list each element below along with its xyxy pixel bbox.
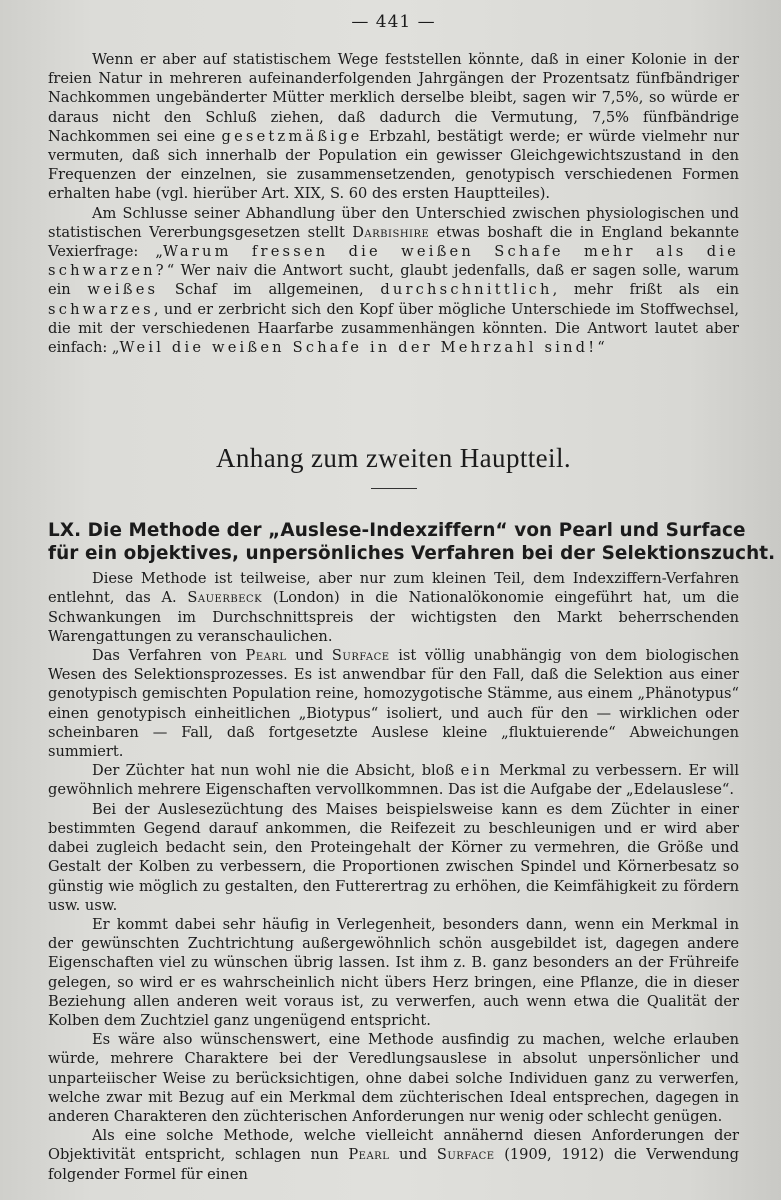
paragraph [48,646,739,761]
author-name: Surface [436,1146,495,1164]
text-run: Bei der Auslesezüchtung des Maises beispielsweise kann es dem Züchter in einer bestimmten Gegend darauf ankommen, die Reifezeit zu beschleunigen und er wird aber dabei zugleich bedacht sein, den Proteingehalt der Körner zu vermehren, die Größe und Gestalt der Kolben zu verbessern, die Proportionen zwischen Spindel und Körnerbesatz so günstig wie möglich zu gestalten, den Futterertrag zu erhöhen, die Keimfähigkeit zu fördern usw. usw. [48,800,739,914]
text-run: Als eine solche Methode, welche vielleicht annähernd diesen Anforderungen der Objektivität entspricht, schlagen nun [48,1127,739,1164]
text-run: “ [597,339,605,357]
paragraph [48,915,739,1030]
text-run: (London) in die Nationalökonomie eingeführt hat, um die Schwankungen im Durchschnittspreis der wichtigsten den Markt beherrschenden Warengattungen zu veranschaulichen. [48,589,739,645]
paragraph [48,1030,739,1126]
text-run: Schaf im allgemeinen, [158,281,381,299]
section-heading-line-2: für ein objektives, unpersönliches Verfahren bei der Selektionszucht. [48,543,776,565]
text-run: , mehr frißt als ein [552,281,739,299]
author-name: Surface [331,647,390,665]
author-name: Sauerbeck [187,589,263,607]
page-number: — 441 — [351,12,436,32]
emphasized-text: schwarzes [48,300,154,318]
text-run: Er kommt dabei sehr häufig in Verlegenheit, besonders dann, wenn ein Merkmal in der gewünschten Zuchtrichtung außergewöhnlich schön ausgebildet ist, dagegen andere Eigenschaften viel zu wünschen übrig lassen. Ist ihm z. B. ganz besonders an der Frühreife gelegen, so wird er es wahrscheinlich nicht übers Herz bringen, eine Pflanze, die in dieser Beziehung allen anderen weit voraus ist, zu verwerfen, auch wenn etwa die Qualität der Kolben dem Zuchtziel ganz ungenügend entspricht. [48,915,739,1029]
emphasized-text: gesetzmäßige [221,127,363,145]
text-run: und [389,1146,437,1164]
text-run: und [286,647,332,665]
emphasized-text: ein [460,762,493,780]
text-run: Der Züchter hat nun wohl nie die Absicht, bloß [92,762,461,780]
text-run: etwas boshaft die in England bekannte Vexierfrage: „ [48,223,739,261]
author-name: Pearl [348,1146,390,1164]
text-run: Erbzahl, bestätigt werde; er würde vielmehr nur vermuten, daß sich innerhalb der Population ein gewisser Gleichgewichtszustand in den Frequenzen der einzelnen, sie zusammensetzenden, genotypisch verschiedenen Formen erhalten habe (vgl. hierüber Art. XIX, S. 60 des ersten Hauptteiles). [48,127,740,203]
paragraph [48,569,739,646]
text-run: Wenn er aber auf statistischem Wege feststellen könnte, daß in einer Kolonie in der freien Natur in mehreren aufeinanderfolgenden Jahrgängen der Prozentsatz fünfbändriger Nachkommen ungebänderter Mütter merklich derselbe bleibt, sagen wir 7,5%, so würde er daraus nicht den Schluß ziehen, daß dadurch die Vermutung, 7,5% fünfbändrige Nachkommen sei eine [48,51,739,145]
text-run: , und er zerbricht sich den Kopf über mögliche Unterschiede im Stoffwechsel, die mit der verschiedenen Haarfarbe zusammenhängen könnten. Die Antwort lautet aber einfach: „ [48,300,739,357]
text-run: “ Wer naiv die Antwort sucht, glaubt jedenfalls, daß er sagen solle, warum ein [48,262,739,299]
text-run: Das Verfahren von [92,647,246,665]
emphasized-text: weißes [87,281,159,299]
appendix-title: Anhang zum zweiten Hauptteil. [216,443,571,474]
paragraph [48,50,739,204]
emphasized-text: Weil die weißen Schafe in der Mehrzahl sind! [119,339,598,357]
paragraph [48,1126,739,1184]
author-name: Darbishire [352,223,430,241]
text-run: ist völlig unabhängig von dem biologischen Wesen des Selektionsprozesses. Es ist anwendbar für den Fall, daß die Selektion aus einer genotypisch gemischten Population reine, homozygotische Stämme, aus einem „Phänotypus“ einen genotypisch einheitlichen „Biotypus“ isoliert, und auch für den — wirklichen oder scheinbaren — Fall, daß fortgesetzte Auslese kleine „fluktuierende“ Abweichungen summiert. [48,647,740,761]
paragraph [48,204,739,358]
text-run: (1909, 1912) die Verwendung folgender Formel für einen [48,1146,739,1183]
text-run: Merkmal zu verbessern. Er will gewöhnlich mehrere Eigenschaften vervollkommnen. Das ist die Aufgabe der „Edelauslese“. [48,762,739,799]
emphasized-text: Warum fressen die weißen Schafe mehr als die schwarzen? [48,243,739,280]
section-text-block [48,569,739,1184]
author-name: Pearl [245,647,287,665]
top-text-block [48,50,739,357]
paragraph [48,800,739,915]
text-run: Es wäre also wünschenswert, eine Methode ausfindig zu machen, welche erlauben würde, mehrere Charaktere bei der Veredlungsauslese in absolut unpersönlicher und unparteiischer Weise zu berücksichtigen, ohne dabei solche Individuen ganz zu verwerfen, welche zwar mit Bezug auf ein Merkmal dem züchterischen Ideal entsprechen, dagegen in anderen Charakteren den züchterischen Anforderungen nur wenig oder schlecht genügen. [48,1031,739,1125]
section-heading [48,519,776,565]
section-heading-line-1: LX. Die Methode der „Auslese-Indexziffern“ von Pearl und Surface [48,520,746,542]
text-run: Am Schlusse seiner Abhandlung über den Unterschied zwischen physiologischen und statistischen Vererbungsgesetzen stellt [48,204,739,241]
emphasized-text: durchschnittlich [380,281,553,299]
text-run: Diese Methode ist teilweise, aber nur zum kleinen Teil, dem Indexziffern-Verfahren entlehnt, das A. [48,570,739,607]
paragraph [48,761,739,799]
